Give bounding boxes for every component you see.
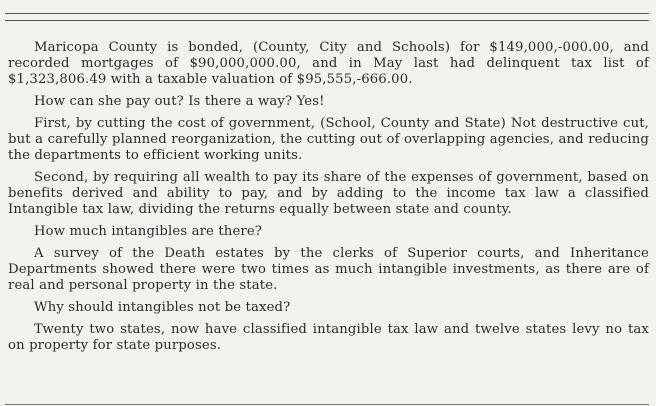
question-why-not-taxed: Why should intangibles not be taxed?: [34, 300, 291, 315]
paragraph-bonded-debt: Maricopa County is bonded, (County, City and Schools) for $149,000,-000.00, and recorded mortgages of $90,000,000.00, and in May last had delinquent tax list of $1,323,806.49 with a taxable valuation of $95,555,-666.00.: [8, 40, 649, 87]
question-pay-out: How can she pay out? Is there a way? Yes!: [34, 94, 325, 109]
article-body: [8, 40, 649, 360]
question-how-much-intangibles: How much intangibles are there?: [34, 224, 263, 239]
bottom-rule: [5, 404, 649, 405]
paragraph-survey: A survey of the Death estates by the clerks of Superior courts, and Inheritance Departments showed there were two times as much intangible investments, as there are of real and personal property in the state.: [8, 246, 649, 293]
top-rule-upper: [5, 13, 649, 14]
paragraph-twenty-two-states: Twenty two states, now have classified intangible tax law and twelve states levy no tax on property for state purposes.: [8, 322, 649, 353]
paragraph-require-wealth: Second, by requiring all wealth to pay its share of the expenses of government, based on benefits derived and ability to pay, and by adding to the income tax law a classified Intangible tax law, dividing the returns equally between state and county.: [8, 170, 649, 217]
top-rule-lower: [5, 20, 649, 21]
paragraph-cut-cost: First, by cutting the cost of government, (School, County and State) Not destructive cut, but a carefully planned reorganization, the cutting out of overlapping agencies, and reducing the departments to efficient working units.: [8, 116, 649, 163]
